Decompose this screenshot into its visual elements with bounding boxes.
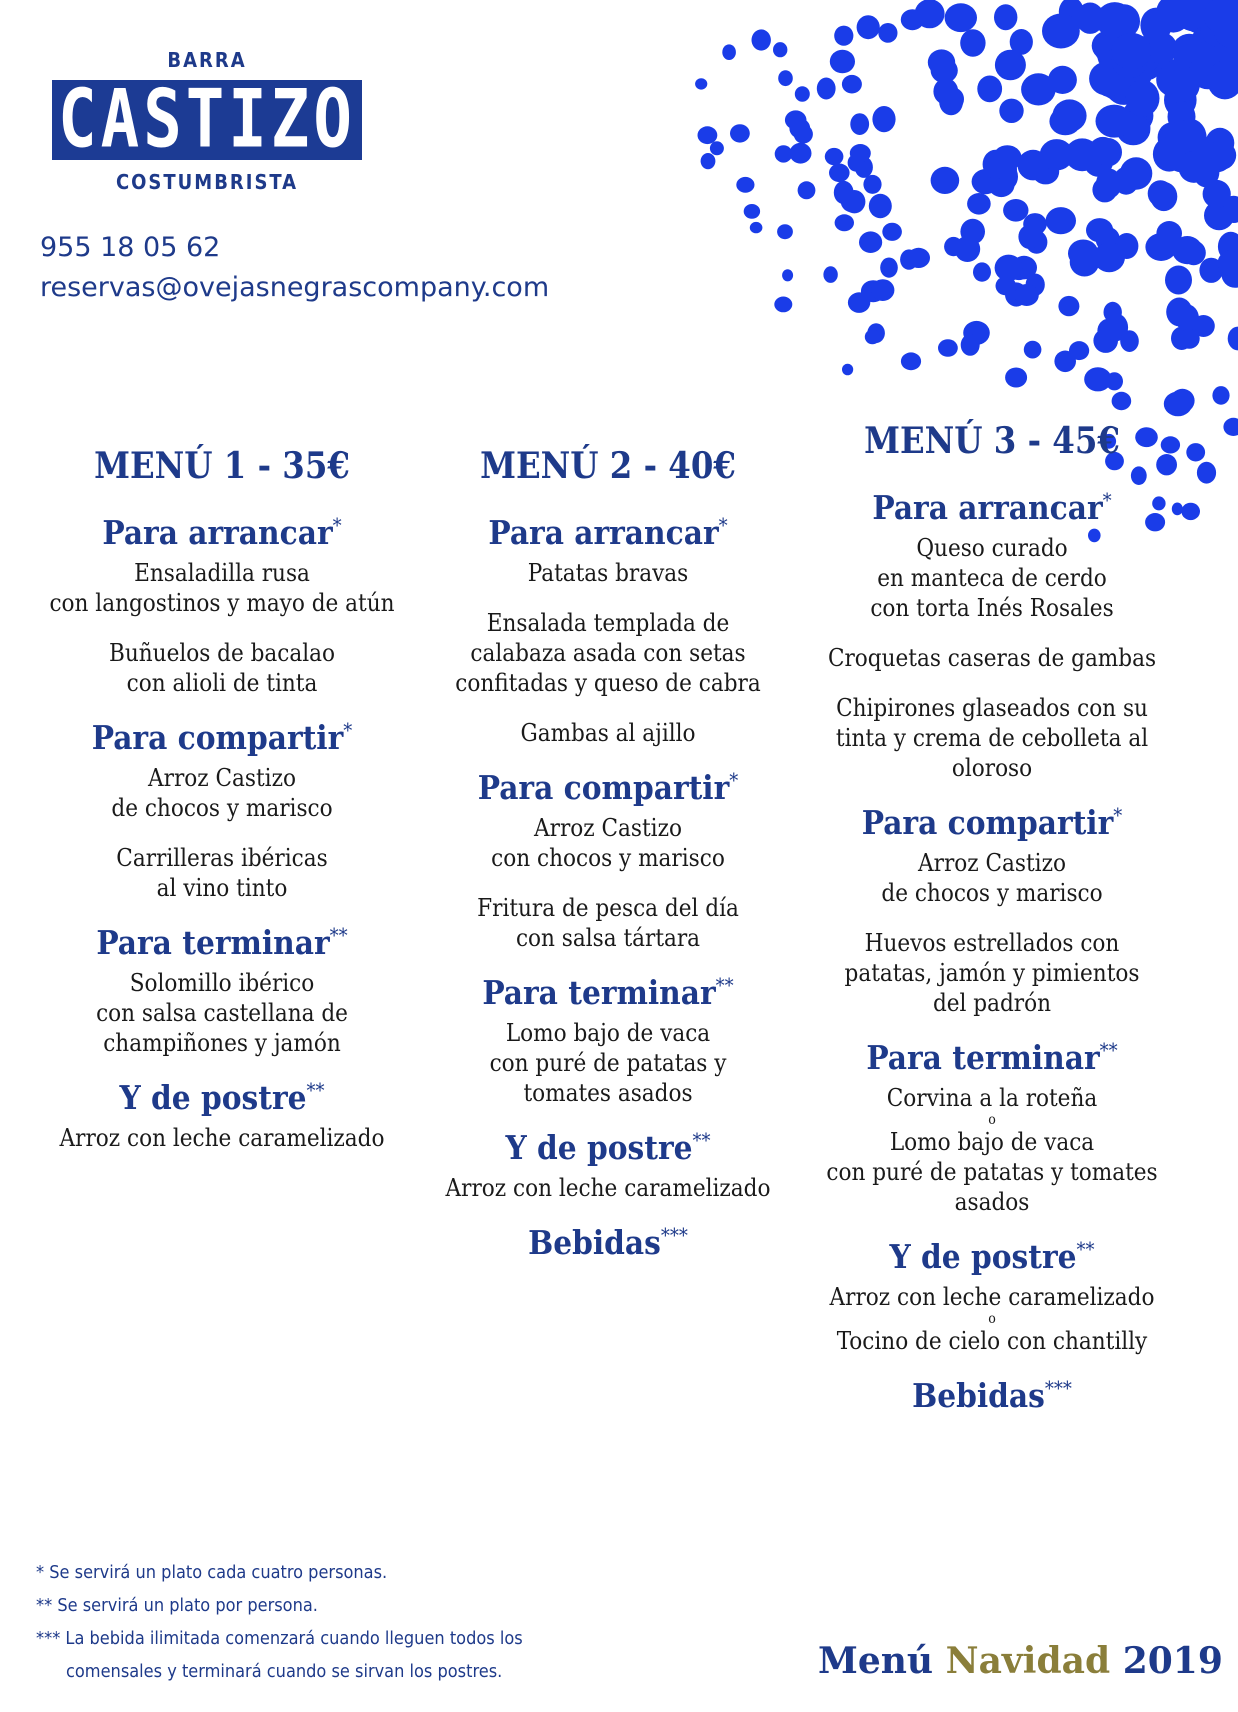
decorative-dot bbox=[790, 143, 812, 164]
menu-3 bbox=[802, 420, 1182, 1421]
decorative-dot bbox=[1172, 236, 1202, 264]
decorative-dot bbox=[817, 78, 836, 100]
decorative-dot bbox=[1150, 182, 1177, 211]
decorative-dot bbox=[1054, 351, 1076, 373]
decorative-dot bbox=[1105, 314, 1129, 342]
decorative-dot bbox=[1052, 99, 1086, 132]
decorative-dot bbox=[869, 194, 892, 218]
decorative-dot bbox=[722, 44, 736, 60]
dish-line: tinta y crema de cebolleta al bbox=[835, 724, 1149, 752]
footer-title bbox=[818, 1640, 1223, 1682]
section-title-text: Para terminar bbox=[96, 923, 330, 962]
decorative-dot bbox=[1018, 150, 1049, 181]
dish-line: patatas, jamón y pimientos bbox=[844, 959, 1140, 987]
decorative-dot bbox=[967, 193, 991, 215]
dish-line: con chocos y marisco bbox=[491, 844, 725, 872]
dish-line: de chocos y marisco bbox=[881, 879, 1103, 907]
logo-name: CASTIZO bbox=[58, 73, 356, 167]
section-title bbox=[802, 803, 1182, 842]
dish-line: Croquetas caseras de gambas bbox=[827, 644, 1157, 672]
decorative-dot bbox=[880, 258, 898, 278]
section-title bbox=[32, 513, 412, 552]
decorative-dot bbox=[778, 70, 793, 86]
decorative-dot bbox=[752, 29, 771, 50]
section-stars: * bbox=[343, 718, 353, 742]
footnote-2: ** Se servirá un plato por persona. bbox=[36, 1595, 318, 1616]
dish-line: champiñones y jamón bbox=[103, 1029, 341, 1057]
dish bbox=[802, 1282, 1182, 1356]
decorative-dot bbox=[865, 330, 880, 345]
decorative-dot bbox=[1065, 138, 1100, 171]
section-title bbox=[802, 488, 1182, 527]
decorative-dot bbox=[1018, 225, 1040, 249]
decorative-dot bbox=[933, 78, 958, 105]
decorative-dot bbox=[1076, 3, 1105, 34]
decorative-dot bbox=[996, 276, 1017, 295]
decorative-dot bbox=[1048, 66, 1077, 94]
dish bbox=[32, 558, 412, 618]
dish-line: con puré de patatas y bbox=[489, 1049, 727, 1077]
decorative-dot bbox=[701, 153, 716, 169]
section-title bbox=[418, 973, 798, 1012]
decorative-dot bbox=[977, 76, 1002, 103]
section-title bbox=[32, 1078, 412, 1117]
decorative-dot bbox=[1170, 389, 1194, 413]
section-stars: * bbox=[718, 513, 728, 537]
section-stars: *** bbox=[660, 1223, 688, 1247]
logo bbox=[52, 48, 362, 194]
dish-line: con torta Inés Rosales bbox=[870, 594, 1114, 622]
dish-line: con langostinos y mayo de atún bbox=[49, 589, 395, 617]
dish-line: Carrilleras ibéricas bbox=[116, 844, 328, 872]
decorative-dot bbox=[774, 297, 792, 313]
section-title-text: Para compartir bbox=[861, 803, 1114, 842]
dish-or: o bbox=[988, 1311, 996, 1327]
menu-title: MENÚ 1 - 35€ bbox=[94, 445, 350, 487]
decorative-dot bbox=[710, 141, 724, 155]
dish bbox=[418, 558, 798, 588]
dish-line: del padrón bbox=[932, 989, 1052, 1017]
section-title bbox=[418, 1128, 798, 1167]
dish-line: calabaza asada con setas bbox=[470, 639, 746, 667]
decorative-dot bbox=[825, 148, 844, 165]
dish bbox=[418, 813, 798, 873]
dish bbox=[802, 848, 1182, 908]
dish-line: Lomo bajo de vaca bbox=[505, 1019, 711, 1047]
dish bbox=[32, 638, 412, 698]
section-stars: *** bbox=[1044, 1376, 1072, 1400]
section-title-text: Para compartir bbox=[91, 718, 344, 757]
dish bbox=[32, 763, 412, 823]
decorative-dot bbox=[1228, 327, 1238, 351]
dish bbox=[32, 968, 412, 1058]
decorative-dot bbox=[730, 124, 750, 142]
decorative-dot bbox=[1192, 315, 1215, 337]
dish bbox=[802, 928, 1182, 1018]
decorative-dot bbox=[1186, 443, 1205, 461]
dish-line: con puré de patatas y tomates bbox=[826, 1158, 1158, 1186]
dish bbox=[418, 1173, 798, 1203]
dish-line: Fritura de pesca del día bbox=[477, 894, 739, 922]
dish-line: Tocino de cielo con chantilly bbox=[836, 1327, 1148, 1355]
decorative-dot bbox=[1170, 67, 1200, 102]
phone-number: 955 18 05 62 bbox=[40, 232, 221, 263]
decorative-dot bbox=[1096, 105, 1133, 138]
footer-year: 2019 bbox=[1122, 1640, 1223, 1682]
section-title bbox=[418, 1223, 798, 1262]
decorative-dot bbox=[872, 106, 895, 132]
dish-line: Queso curado bbox=[916, 534, 1068, 562]
decorative-dot bbox=[857, 15, 880, 39]
decorative-dot bbox=[782, 269, 793, 281]
section-title bbox=[418, 768, 798, 807]
dish bbox=[418, 718, 798, 748]
section-title bbox=[32, 718, 412, 757]
section-title bbox=[802, 1376, 1182, 1415]
decorative-dot bbox=[1145, 233, 1176, 261]
decorative-dot bbox=[773, 42, 787, 57]
dish bbox=[418, 893, 798, 953]
dish-line: Huevos estrellados con bbox=[864, 929, 1120, 957]
section-title bbox=[802, 1237, 1182, 1276]
dish-line: Corvina a la roteña bbox=[886, 1084, 1098, 1112]
decorative-dot bbox=[698, 126, 718, 144]
footer-menu: Menú bbox=[818, 1640, 934, 1682]
dish-line: Patatas bravas bbox=[527, 559, 689, 587]
decorative-dot bbox=[1046, 207, 1076, 234]
dish-line: Chipirones glaseados con su bbox=[836, 694, 1148, 722]
section-stars: * bbox=[332, 513, 342, 537]
footer-navidad: Navidad bbox=[945, 1640, 1111, 1682]
dish-line: con salsa castellana de bbox=[96, 999, 348, 1027]
decorative-dot bbox=[1058, 296, 1079, 316]
menu-title: MENÚ 3 - 45€ bbox=[864, 420, 1120, 462]
logo-top-text: BARRA bbox=[167, 48, 247, 72]
contact-block bbox=[40, 228, 549, 308]
dish-line: Buñuelos de bacalao bbox=[108, 639, 336, 667]
section-title bbox=[32, 923, 412, 962]
decorative-dot bbox=[823, 266, 837, 283]
decorative-dot bbox=[907, 248, 930, 268]
dish-or: o bbox=[988, 1112, 996, 1128]
decorative-dot bbox=[848, 292, 870, 313]
decorative-dot bbox=[829, 164, 850, 183]
section-stars: ** bbox=[715, 973, 734, 997]
decorative-dot bbox=[1126, 80, 1160, 117]
decorative-dot bbox=[1015, 284, 1039, 306]
dish-line: Solomillo ibérico bbox=[129, 969, 315, 997]
decorative-dot bbox=[744, 204, 760, 219]
dish bbox=[418, 1018, 798, 1108]
decorative-dot bbox=[882, 223, 902, 241]
dish-line: confitadas y queso de cabra bbox=[455, 669, 761, 697]
footnote-3: *** La bebida ilimitada comenzará cuando lleguen todos los bbox=[36, 1628, 523, 1649]
decorative-dot bbox=[798, 181, 816, 199]
section-title-text: Para compartir bbox=[477, 768, 730, 807]
dish bbox=[802, 533, 1182, 623]
menu-2 bbox=[418, 445, 798, 1268]
decorative-dot bbox=[1181, 503, 1200, 520]
decorative-dot bbox=[850, 144, 871, 162]
dish bbox=[418, 608, 798, 698]
decorative-dot bbox=[1106, 372, 1123, 390]
logo-box bbox=[52, 73, 362, 167]
section-stars: ** bbox=[692, 1128, 711, 1152]
decorative-dot bbox=[999, 99, 1023, 123]
decorative-dot bbox=[994, 4, 1017, 30]
decorative-dot bbox=[931, 167, 960, 194]
decorative-dot bbox=[1042, 14, 1080, 49]
dish bbox=[32, 1123, 412, 1153]
section-title-text: Bebidas bbox=[528, 1223, 661, 1262]
decorative-dot bbox=[945, 3, 977, 32]
section-stars: * bbox=[729, 768, 739, 792]
section-title bbox=[418, 513, 798, 552]
menu-title: MENÚ 2 - 40€ bbox=[480, 445, 736, 487]
decorative-dot bbox=[1197, 462, 1216, 484]
dish-line: Ensalada templada de bbox=[486, 609, 730, 637]
section-title-text: Para arrancar bbox=[488, 513, 719, 552]
dish-line: Arroz con leche caramelizado bbox=[829, 1283, 1155, 1311]
decorative-dot bbox=[1024, 341, 1042, 359]
dish-line: Gambas al ajillo bbox=[520, 719, 696, 747]
dish-line: Arroz Castizo bbox=[918, 849, 1066, 877]
menu-1 bbox=[32, 445, 412, 1173]
dish-line: asados bbox=[954, 1188, 1030, 1216]
section-title-text: Para arrancar bbox=[102, 513, 333, 552]
dish-line: tomates asados bbox=[523, 1079, 693, 1107]
decorative-dot bbox=[1212, 386, 1229, 405]
section-stars: ** bbox=[306, 1078, 325, 1102]
decorative-dot bbox=[695, 78, 707, 89]
section-stars: * bbox=[1102, 488, 1112, 512]
logo-bottom-text: COSTUMBRISTA bbox=[115, 170, 299, 194]
decorative-dot bbox=[842, 75, 862, 94]
footnotes bbox=[36, 1556, 523, 1688]
section-stars: ** bbox=[1076, 1237, 1095, 1261]
dish bbox=[802, 643, 1182, 673]
dish-line: con alioli de tinta bbox=[126, 669, 318, 697]
section-title bbox=[802, 1038, 1182, 1077]
dish-line: Lomo bajo de vaca bbox=[889, 1128, 1095, 1156]
decorative-dot bbox=[863, 175, 881, 194]
section-stars: ** bbox=[1099, 1038, 1118, 1062]
section-title-text: Para terminar bbox=[482, 973, 716, 1012]
section-stars: * bbox=[1113, 803, 1123, 827]
dish-line: Arroz con leche caramelizado bbox=[59, 1124, 385, 1152]
decorative-dot bbox=[960, 29, 985, 57]
decorative-dot bbox=[901, 352, 921, 370]
section-stars: ** bbox=[329, 923, 348, 947]
dish-line: Arroz con leche caramelizado bbox=[445, 1174, 771, 1202]
decorative-dot bbox=[1068, 240, 1098, 267]
dish-line: al vino tinto bbox=[156, 874, 288, 902]
section-title-text: Para arrancar bbox=[872, 488, 1103, 527]
dish-line: en manteca de cerdo bbox=[877, 564, 1107, 592]
decorative-dot bbox=[795, 86, 810, 102]
decorative-dot bbox=[1223, 418, 1238, 436]
decorative-dot bbox=[1193, 157, 1219, 187]
dish-line: Ensaladilla rusa bbox=[134, 559, 310, 587]
dish bbox=[802, 1083, 1182, 1217]
decorative-dot bbox=[777, 224, 793, 239]
section-title-text: Y de postre bbox=[505, 1128, 693, 1167]
dish bbox=[32, 843, 412, 903]
decorative-dot bbox=[830, 50, 855, 74]
decorative-dot bbox=[1112, 392, 1132, 410]
decorative-dot bbox=[834, 181, 854, 204]
dish bbox=[802, 693, 1182, 783]
decorative-dot bbox=[961, 334, 980, 356]
dish-line: Arroz Castizo bbox=[534, 814, 682, 842]
decorative-dot bbox=[983, 150, 1009, 179]
decorative-dot bbox=[878, 23, 897, 43]
decorative-dot bbox=[995, 50, 1026, 81]
decorative-dot bbox=[871, 279, 894, 301]
section-title-text: Para terminar bbox=[866, 1038, 1100, 1077]
email-link[interactable]: reservas@ovejasnegrascompany.com bbox=[40, 272, 550, 303]
decorative-dot bbox=[1005, 368, 1027, 388]
dish-line: oloroso bbox=[951, 754, 1033, 782]
dish-line: Arroz Castizo bbox=[148, 764, 296, 792]
section-title-text: Y de postre bbox=[889, 1237, 1077, 1276]
decorative-dot bbox=[1096, 169, 1122, 199]
decorative-dot bbox=[955, 236, 981, 262]
dish-line: con salsa tártara bbox=[515, 924, 701, 952]
footnote-1: * Se servirá un plato cada cuatro personas. bbox=[36, 1562, 388, 1583]
decorative-dot bbox=[750, 222, 763, 233]
decorative-dot bbox=[789, 118, 810, 138]
decorative-dot bbox=[834, 26, 853, 46]
decorative-dot bbox=[859, 231, 882, 253]
decorative-dot bbox=[973, 262, 991, 281]
decorative-dot bbox=[842, 364, 853, 376]
decorative-dot bbox=[1165, 266, 1192, 295]
decorative-dot bbox=[1111, 33, 1151, 70]
section-title-text: Y de postre bbox=[119, 1078, 307, 1117]
decorative-dot bbox=[835, 214, 854, 231]
decorative-dot bbox=[736, 177, 754, 193]
decorative-dot bbox=[901, 9, 924, 30]
section-title-text: Bebidas bbox=[912, 1376, 1045, 1415]
decorative-dot bbox=[1003, 199, 1028, 222]
decorative-dot bbox=[850, 113, 869, 135]
decorative-dot bbox=[1153, 137, 1186, 172]
decorative-dot bbox=[1093, 242, 1125, 272]
footnote-3-cont: comensales y terminará cuando se sirvan los postres. bbox=[66, 1661, 503, 1682]
decorative-dot bbox=[938, 339, 958, 357]
dish-line: de chocos y marisco bbox=[111, 794, 333, 822]
